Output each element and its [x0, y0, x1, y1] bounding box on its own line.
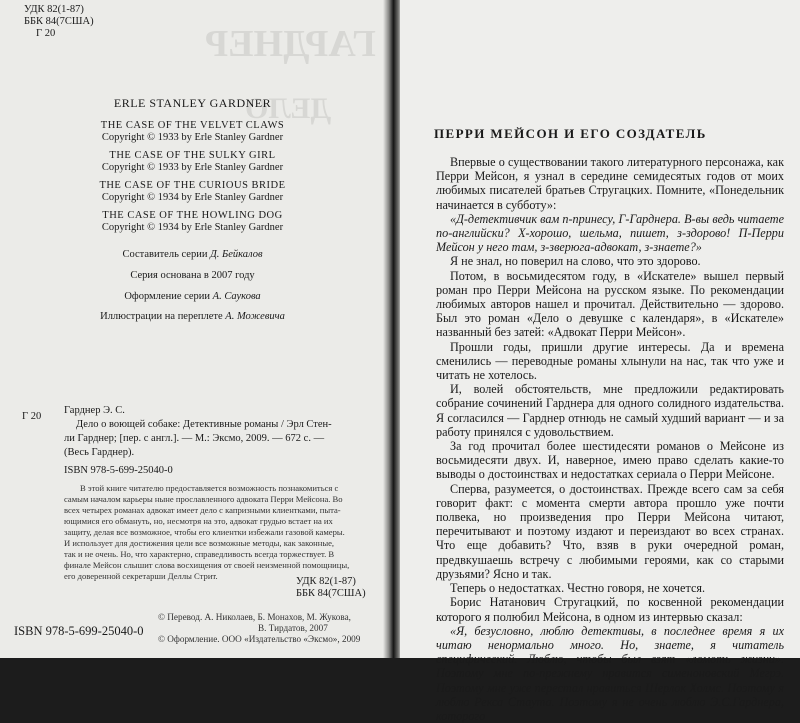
annotation-line: финале Мейсон слышит слова восхищения от своей неизменной помощницы,	[64, 560, 350, 570]
paragraph: Сперва, разумеется, о достоинствах. Прежде всего сам за себя говорит факт: с момента смерти автора прошло уже почти полвека, но произведения про Перри Мейсона читают, перечитывают и поэтому издают и переиздают во всех странах. Что еще добавить? Что, взяв в руки очередной роман, предвкушаешь встречу с любимыми героями, как со старыми друзьями? Ясно и так.	[436, 481, 784, 581]
catalog-line: (Весь Гарднер).	[64, 447, 135, 458]
credit-line: Серия основана в 2007 году	[130, 270, 255, 281]
catalog-author: Гарднер Э. С.	[64, 405, 125, 416]
annotation-line: И использует для достижения цели все возможные методы, как законные,	[64, 538, 335, 548]
paragraph: Теперь о недостатках. Честно говоря, не хочется.	[450, 581, 706, 596]
catalog-line: ли Гарднер; [пер. с англ.]. — М.: Эксмо, 2009. — 672 с. —	[64, 433, 325, 444]
bbk-code: ББК 84(7США)	[24, 16, 94, 27]
annotation-line: защиту, делая все возможное, чтобы его клиентки избежали газовой камеры.	[64, 527, 345, 537]
paragraph: Прошли годы, пришли другие интересы. Да и времена сменились — переводные романы хлынули на нас, так что уже и читать не хотелось.	[436, 339, 784, 383]
paragraph: Впервые о существовании такого литературного персонажа, как Перри Мейсон, я узнал в середине семидесятых годов от моих любимых писателей братьев Стругацких. Помните, «Понедельник начинается в субботу»:	[436, 155, 784, 212]
work-title: THE CASE OF THE HOWLING DOG	[102, 210, 283, 221]
copyright-line: © Оформление. ООО «Издательство «Эксмо», 2009	[158, 634, 361, 644]
credit-line: Составитель серии Д. Бейкалов	[122, 249, 263, 260]
paragraph: За год прочитал более шестидесяти романов о Мейсоне из восьмидесяти двух. И, наверное, имею право сделать какие-то выводы о достоинствах и недостатках сериала о Перри Мейсоне.	[436, 439, 784, 482]
isbn-large: ISBN 978-5-699-25040-0	[14, 624, 144, 638]
cutter-mark: Г 20	[36, 28, 56, 39]
quote-paragraph: «Д-детективчик вам п-принесу, Г-Гарднера. В-вы ведь читаете по-английски? Х-хорошо, шельма, пишет, з-здорово! П-Перри Мейсон у него там, з-зверюга-адвокат, з-знаете?»	[436, 211, 784, 255]
annotation-line: его доверенной секретарши Деллы Стрит.	[64, 571, 218, 581]
credit-line: Иллюстрации на переплете А. Можевича	[100, 311, 285, 322]
copyright-line: В. Тирдатов, 2007	[258, 623, 328, 633]
work-title: THE CASE OF THE CURIOUS BRIDE	[99, 180, 286, 191]
foreword-heading: ПЕРРИ МЕЙСОН И ЕГО СОЗДАТЕЛЬ	[434, 126, 707, 141]
annotation-line: так и не очень. Но, что характерно, справедливость всегда торжествует. В	[64, 549, 335, 559]
work-copyright: Copyright © 1934 by Erle Stanley Gardner	[101, 222, 284, 233]
paragraph: И, волей обстоятельств, мне предложили редактировать собрание сочинений Гарднера для одного солидного издательства. Я согласился — Гарднер отнюдь не самый худший вариант — и за работу принялся с удовольствием.	[436, 382, 784, 439]
work-copyright: Copyright © 1933 by Erle Stanley Gardner	[101, 132, 284, 143]
paragraph: Потом, в восьмидесятом году, в «Искателе» вышел первый роман про Перри Мейсона на русском языке. По рекомендации любимых авторов нашел и прочитал. Действительно — здорово. Был это роман «Дело о девушке с календаря», в «Искателе» названный без затей: «Адвокат Перри Мейсон».	[436, 268, 784, 340]
paragraph: Я не знал, но поверил на слово, что это здорово.	[450, 254, 701, 269]
annotation-line: ющимися его обмануть, но, несмотря на это, адвокат грудью встает на их	[64, 516, 333, 526]
work-title: THE CASE OF THE VELVET CLAWS	[100, 120, 285, 131]
author-name-en: ERLE STANLEY GARDNER	[113, 96, 272, 110]
work-copyright: Copyright © 1934 by Erle Stanley Gardner	[101, 192, 284, 203]
credit-line: Оформление серии А. Саукова	[124, 291, 261, 302]
annotation-line: всех четырех романах адвокат имеет дело с капризными клиентками, пыта-	[64, 505, 341, 515]
udk-code-bottom: УДК 82(1-87)	[296, 576, 356, 587]
show-through-text: ДЕЛО	[245, 92, 331, 125]
isbn-small: ISBN 978-5-699-25040-0	[64, 465, 173, 476]
work-copyright: Copyright © 1933 by Erle Stanley Gardner	[101, 162, 284, 173]
quote-paragraph: «Я, безусловно, люблю детективы, в последнее время я их читаю ненормально много. Но, знаете, я читатель специфический. Люблю, чтобы был взят «ломоть жизни». Поэтому мне по-прежнему нравится сименоновский Мегрэ. Поэтому мне уже перестал нравиться Шерлок Холмс. Поэтому я люблю Рекса Стаута. Поэтому я не очень люблю Э.С.Гарднера, которого	[436, 623, 784, 723]
annotation-line: самым началом карьеры ныне прославленного адвоката Перри Мейсона. Во	[64, 494, 343, 504]
catalog-cutter: Г 20	[22, 411, 42, 422]
annotation-line: В этой книге читателю предоставляется возможность познакомиться с	[80, 483, 339, 493]
show-through-text: ГАРДНЕР	[205, 23, 376, 65]
work-title: THE CASE OF THE SULKY GIRL	[109, 150, 276, 161]
paragraph: Борис Натанович Стругацкий, по косвенной рекомендации которого я полюбил Мейсона, в одном из интервью сказал:	[436, 595, 784, 624]
udk-code: УДК 82(1-87)	[24, 4, 84, 15]
right-page-foreword	[400, 0, 800, 723]
catalog-line: Дело о воющей собаке: Детективные романы / Эрл Стен-	[76, 419, 332, 430]
foreword-body	[436, 155, 784, 723]
left-page-imprint	[0, 0, 385, 658]
bbk-code-bottom: ББК 84(7США)	[296, 588, 366, 599]
copyright-line: © Перевод. А. Николаев, Б. Монахов, М. Жукова,	[158, 612, 351, 622]
